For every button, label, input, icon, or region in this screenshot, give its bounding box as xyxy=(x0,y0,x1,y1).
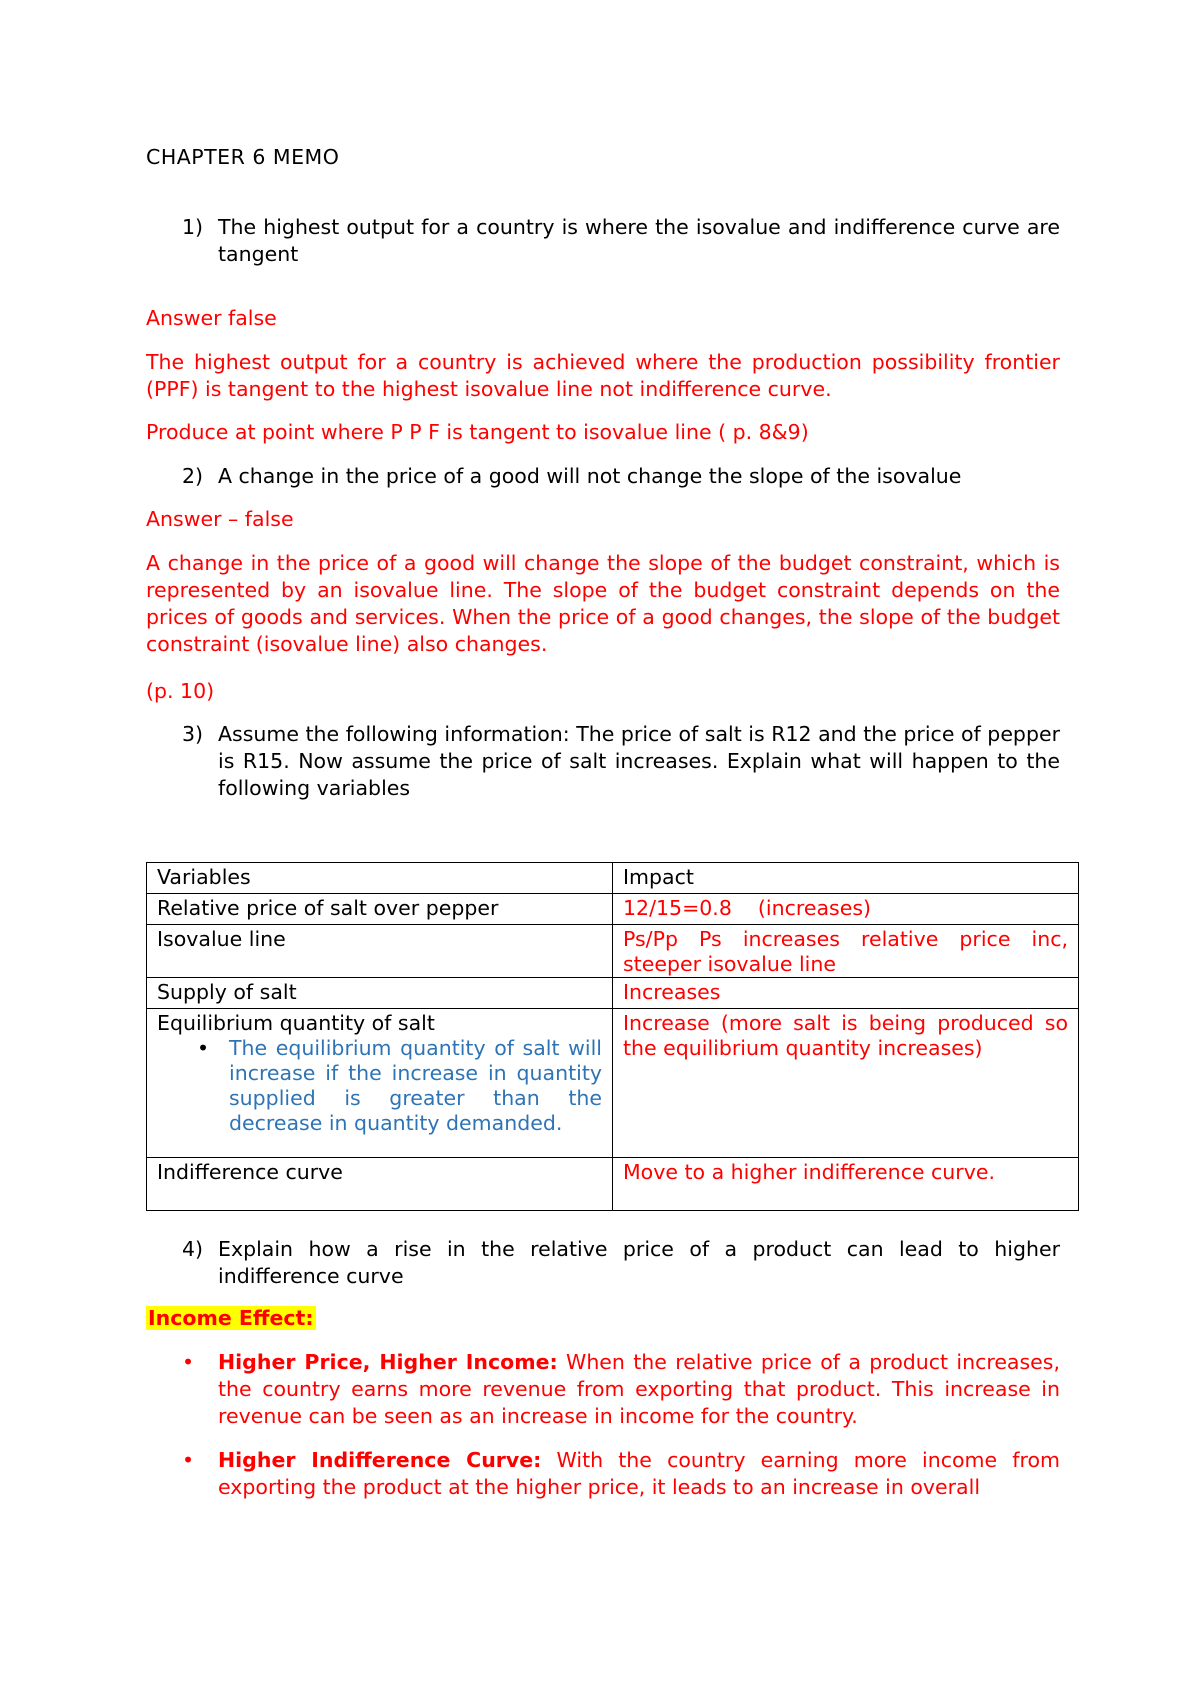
q4-text: Explain how a rise in the relative price of a product can lead to higher indifference curve xyxy=(218,1237,1060,1288)
income-effect-list xyxy=(182,1349,1060,1501)
q4-number: 4) xyxy=(182,1237,204,1261)
impact-cell: Increase (more salt is being produced so the equilibrium quantity increases) xyxy=(613,1009,1079,1158)
q1-answer: Answer false xyxy=(146,306,277,330)
bullet-text: The equilibrium quantity of salt will increase if the increase in quantity supplied is greater than the decrease in quantity demanded. xyxy=(229,1036,602,1135)
income-effect-heading-row xyxy=(146,1305,1060,1332)
variable-cell: Isovalue line xyxy=(147,925,613,978)
variable-label: Equilibrium quantity of salt xyxy=(157,1011,435,1035)
bullet-icon: • xyxy=(182,1350,195,1374)
q1-explanation: The highest output for a country is achieved where the production possibility frontier (PPF) is tangent to the highest isovalue line not indifference curve. xyxy=(146,350,1060,401)
table-row xyxy=(147,925,1079,978)
impact-cell: Increases xyxy=(613,978,1079,1009)
variable-cell: Relative price of salt over pepper xyxy=(147,894,613,925)
bullet-text: When the relative price of a product increases, the country earns more revenue from exporting that product. This increase in revenue can be seen as an increase in income for the country. xyxy=(218,1350,1060,1428)
variable-bullet xyxy=(157,1036,602,1136)
impact-cell: Ps/Pp Ps increases relative price inc, steeper isovalue line xyxy=(613,925,1079,978)
list-item xyxy=(182,1349,1060,1430)
q2-explanation: A change in the price of a good will change the slope of the budget constraint, which is represented by an isovalue line. The slope of the budget constraint depends on the prices of goods and services. When the price of a good changes, the slope of the budget constraint (isovalue line) also changes. xyxy=(146,551,1060,656)
impact-cell: 12/15=0.8 (increases) xyxy=(613,894,1079,925)
table-row xyxy=(147,978,1079,1009)
page-title: CHAPTER 6 MEMO xyxy=(146,145,340,169)
q1-number: 1) xyxy=(182,215,204,239)
q3-number: 3) xyxy=(182,722,204,746)
list-item xyxy=(182,1447,1060,1501)
bullet-lead: Higher Price, Higher Income: xyxy=(218,1350,558,1374)
q2-text: A change in the price of a good will not change the slope of the isovalue xyxy=(218,464,962,488)
table-row xyxy=(147,894,1079,925)
variable-cell: Supply of salt xyxy=(147,978,613,1009)
bullet-text: With the country earning more income from exporting the product at the higher price, it leads to an increase in overall xyxy=(218,1448,1060,1499)
income-effect-heading: Income Effect: xyxy=(148,1306,314,1330)
q1-note: Produce at point where P P F is tangent to isovalue line ( p. 8&9) xyxy=(146,420,809,444)
variable-cell: Indifference curve xyxy=(147,1158,613,1211)
variables-table xyxy=(146,862,1079,1211)
q1-text: The highest output for a country is where the isovalue and indifference curve are tangent xyxy=(218,215,1060,266)
bullet-icon: • xyxy=(182,1448,195,1472)
q2-reference: (p. 10) xyxy=(146,679,215,703)
table-row xyxy=(147,1009,1079,1158)
bullet-lead: Higher Indifference Curve: xyxy=(218,1448,542,1472)
header-impact: Impact xyxy=(613,863,1079,894)
bullet-icon: • xyxy=(197,1036,210,1060)
impact-cell: Move to a higher indifference curve. xyxy=(613,1158,1079,1211)
q2-answer: Answer – false xyxy=(146,507,294,531)
q2-number: 2) xyxy=(182,464,204,488)
q3-text: Assume the following information: The price of salt is R12 and the price of pepper is R15. Now assume the price of salt increases. Explain what will happen to the following variables xyxy=(218,722,1060,800)
table-row xyxy=(147,1158,1079,1211)
header-variables: Variables xyxy=(147,863,613,894)
variable-cell xyxy=(147,1009,613,1158)
table-header-row xyxy=(147,863,1079,894)
